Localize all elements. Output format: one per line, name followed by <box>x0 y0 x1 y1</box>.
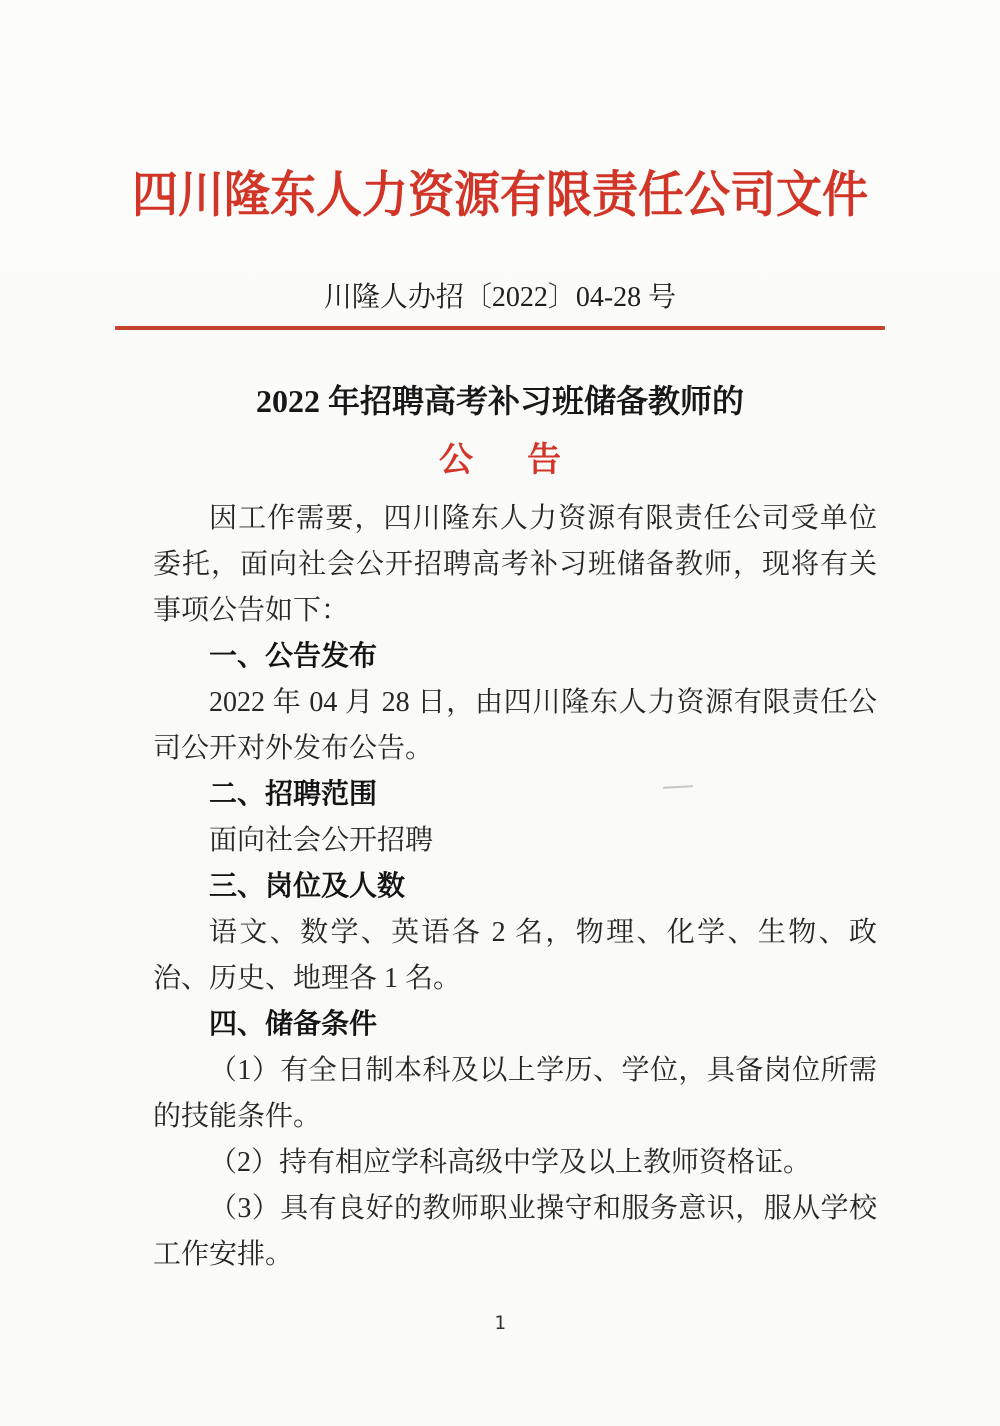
document-body <box>153 496 877 1278</box>
notice-subtitle: 公 告 <box>439 442 571 479</box>
section-1-paragraph: 2022 年 04 月 28 日，由四川隆东人力资源有限责任公司公开对外发布公告。 <box>153 687 877 764</box>
section-3-paragraph: 语文、数学、英语各 2 名，物理、化学、生物、政治、历史、地理各 1 名。 <box>153 917 877 994</box>
section-4-item-3: （3）具有良好的教师职业操守和服务意识，服从学校工作安排。 <box>153 1193 877 1270</box>
section-2-paragraph: 面向社会公开招聘 <box>209 825 434 856</box>
section-2-heading: 二、招聘范围 <box>209 779 378 810</box>
red-divider <box>115 326 885 330</box>
doc-number: 川隆人办招〔2022〕04-28 号 <box>323 282 677 313</box>
intro-paragraph: 因工作需要，四川隆东人力资源有限责任公司受单位委托，面向社会公开招聘高考补习班储备教师，现将有关事项公告如下： <box>153 503 877 626</box>
org-title: 四川隆东人力资源有限责任公司文件 <box>132 167 868 223</box>
section-3-heading: 三、岗位及人数 <box>209 871 406 902</box>
page-number: 1 <box>494 1312 506 1334</box>
section-4-item-2: （2）持有相应学科高级中学及以上教师资格证。 <box>209 1147 812 1178</box>
section-1-heading: 一、公告发布 <box>209 641 378 672</box>
section-4-item-1: （1）有全日制本科及以上学历、学位，具备岗位所需的技能条件。 <box>153 1055 877 1132</box>
section-4-heading: 四、储备条件 <box>209 1009 378 1040</box>
document-title: 2022 年招聘高考补习班储备教师的 <box>255 383 744 419</box>
